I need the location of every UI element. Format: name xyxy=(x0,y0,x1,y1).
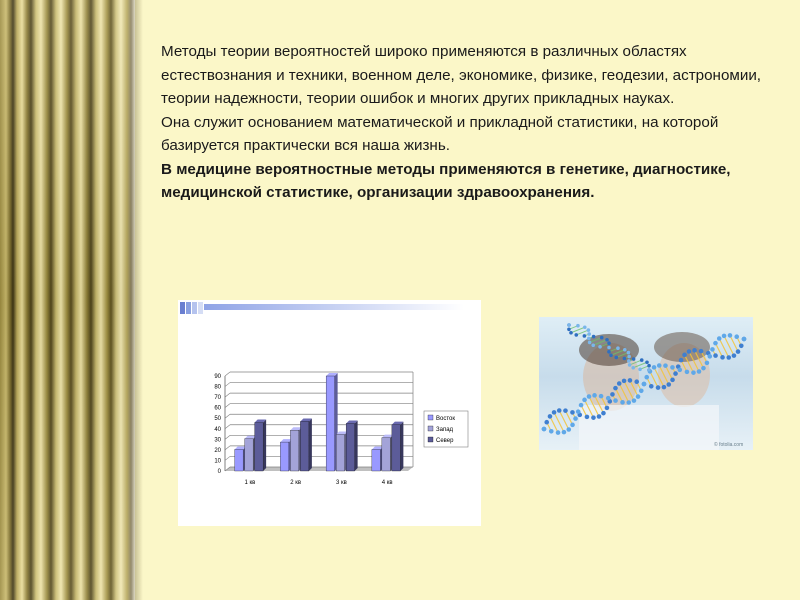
helix-node xyxy=(601,411,606,416)
helix-node xyxy=(697,369,702,374)
helix-node xyxy=(610,392,615,397)
y-tick-label: 40 xyxy=(214,426,221,433)
bar-chart xyxy=(178,300,481,526)
bar xyxy=(300,421,309,471)
grid-diagonal xyxy=(225,372,230,376)
helix-rung xyxy=(576,330,588,335)
helix-node xyxy=(663,363,668,368)
helix-node xyxy=(613,386,618,391)
helix-node xyxy=(552,410,557,415)
legend-label: Север xyxy=(436,438,454,444)
helix-node xyxy=(687,349,692,354)
helix-node xyxy=(657,363,662,368)
helix-node xyxy=(692,348,697,353)
helix-node xyxy=(622,379,627,384)
x-tick-label: 1 кв xyxy=(244,480,256,486)
helix-node xyxy=(573,416,578,421)
legend-label: Запад xyxy=(436,427,454,433)
helix-node xyxy=(632,357,636,361)
helix-node xyxy=(679,358,684,363)
legend-swatch xyxy=(428,437,433,442)
bar xyxy=(255,423,264,471)
helix-node xyxy=(605,338,609,342)
helix-node xyxy=(666,382,671,387)
helix-node xyxy=(549,429,554,434)
helix-node xyxy=(623,348,627,352)
helix-node xyxy=(569,331,573,335)
helix-node xyxy=(587,332,591,336)
helix-node xyxy=(726,355,731,360)
helix-node xyxy=(626,400,631,405)
helix-node xyxy=(576,409,581,414)
y-tick-label: 30 xyxy=(214,437,221,444)
helix-node xyxy=(699,349,704,354)
helix-node xyxy=(592,393,597,398)
helix-node xyxy=(720,355,725,360)
legend-swatch xyxy=(428,415,433,420)
helix-node xyxy=(606,396,611,401)
helix-node xyxy=(562,430,567,435)
helix-node xyxy=(583,334,587,338)
helix-node xyxy=(670,378,675,383)
helix-node xyxy=(574,333,578,337)
bar-side xyxy=(263,420,266,471)
helix-node xyxy=(632,398,637,403)
paragraph-medicine: В медицине вероятностные методы применяются в генетике, диагностике, медицинской статистике, организации здравоохранения. xyxy=(161,160,731,201)
helix-node xyxy=(607,346,611,350)
bar xyxy=(290,430,299,471)
helix-node xyxy=(617,381,622,386)
helix-rung xyxy=(724,336,734,356)
grid-diagonal xyxy=(225,446,230,450)
helix-node xyxy=(645,360,649,364)
bar xyxy=(392,425,401,471)
helix-node xyxy=(587,328,591,332)
helix-node xyxy=(682,353,687,358)
bar xyxy=(235,449,244,471)
helix-node xyxy=(673,371,678,376)
helix-node xyxy=(642,382,647,387)
helix-node xyxy=(627,359,631,363)
grid-diagonal xyxy=(225,456,230,460)
helix-node xyxy=(592,335,596,339)
grid-diagonal xyxy=(225,404,230,408)
legend-label: Восток xyxy=(436,416,455,422)
y-tick-label: 20 xyxy=(214,447,221,454)
helix-node xyxy=(597,414,602,419)
helix-rung xyxy=(554,412,564,432)
helix-node xyxy=(707,354,712,359)
helix-node xyxy=(579,403,584,408)
helix-node xyxy=(585,415,590,420)
helix-node xyxy=(605,406,610,411)
helix-node xyxy=(563,408,568,413)
legend-swatch xyxy=(428,426,433,431)
dna-photo xyxy=(539,317,753,450)
bar xyxy=(346,424,355,472)
paragraph-statistics: Она служит основанием математической и прикладной статистики, на которой базируется практически вся наша жизнь. xyxy=(161,113,719,154)
bar xyxy=(372,449,381,471)
bar xyxy=(245,439,254,471)
lab-coats xyxy=(579,405,719,450)
helix-node xyxy=(613,398,618,403)
chart-header-strip xyxy=(180,302,464,314)
x-tick-label: 4 кв xyxy=(381,480,393,486)
helix-node xyxy=(638,367,642,371)
decorative-border xyxy=(0,0,135,600)
helix-node xyxy=(691,370,696,375)
bar xyxy=(336,434,345,471)
helix-node xyxy=(739,343,744,348)
helix-node xyxy=(591,343,595,347)
helix-node xyxy=(627,355,631,359)
helix-node xyxy=(705,361,710,366)
y-tick-label: 60 xyxy=(214,405,221,412)
helix-node xyxy=(628,378,633,383)
helix-node xyxy=(623,357,627,361)
helix-node xyxy=(736,349,741,354)
bar-chart-panel xyxy=(178,300,481,526)
helix-node xyxy=(591,415,596,420)
helix-node xyxy=(639,388,644,393)
helix-node xyxy=(734,334,739,339)
helix-node xyxy=(588,341,592,345)
grid-diagonal xyxy=(225,383,230,387)
helix-node xyxy=(742,337,747,342)
helix-node xyxy=(647,364,651,368)
helix-node xyxy=(701,366,706,371)
y-tick-label: 90 xyxy=(214,374,221,380)
grid-diagonal xyxy=(225,414,230,418)
helix-node xyxy=(557,408,562,413)
helix-node xyxy=(587,394,592,399)
helix-node xyxy=(542,427,547,432)
helix-node xyxy=(677,368,682,373)
helix-node xyxy=(567,327,571,331)
helix-node xyxy=(634,379,639,384)
x-tick-label: 2 кв xyxy=(290,480,302,486)
helix-node xyxy=(600,336,604,340)
y-tick-label: 50 xyxy=(214,416,221,423)
slide-text xyxy=(161,40,776,205)
helix-node xyxy=(548,414,553,419)
helix-node xyxy=(717,336,722,341)
helix-node xyxy=(713,341,718,346)
grid-diagonal xyxy=(225,425,230,429)
helix-node xyxy=(567,323,571,327)
helix-node xyxy=(732,353,737,358)
helix-node xyxy=(722,334,727,339)
helix-node xyxy=(656,385,661,390)
y-tick-label: 10 xyxy=(214,458,221,465)
helix-node xyxy=(556,430,561,435)
person-hair-right xyxy=(654,332,710,362)
helix-node xyxy=(599,394,604,399)
bar xyxy=(326,376,335,471)
helix-node xyxy=(652,365,657,370)
helix-node xyxy=(710,347,715,352)
bar-side xyxy=(400,422,403,471)
helix-node xyxy=(636,394,641,399)
helix-node xyxy=(649,384,654,389)
helix-node xyxy=(616,346,620,350)
helix-node xyxy=(614,356,618,360)
bar xyxy=(280,442,289,471)
helix-node xyxy=(670,365,675,370)
bar xyxy=(382,438,391,471)
helix-node xyxy=(620,400,625,405)
helix-node xyxy=(627,351,631,355)
helix-node xyxy=(607,341,611,345)
helix-node xyxy=(576,324,580,328)
helix-node xyxy=(598,345,602,349)
helix-node xyxy=(685,370,690,375)
y-tick-label: 80 xyxy=(214,384,221,391)
y-tick-label: 0 xyxy=(217,469,221,475)
paragraph-applications: Методы теории вероятностей широко применяются в различных областях естествознания и техники, военном деле, экономике, физике, геодезии, астрономии, теории надежности, теории ошибок и многих других прикладных науках. xyxy=(161,43,762,107)
helix-node xyxy=(728,333,733,338)
helix-node xyxy=(583,325,587,329)
bar-side xyxy=(309,418,312,471)
helix-node xyxy=(640,358,644,362)
helix-node xyxy=(607,350,611,354)
helix-node xyxy=(544,420,549,425)
helix-node xyxy=(631,366,635,370)
helix-node xyxy=(609,353,613,357)
border-shadow xyxy=(135,0,143,600)
helix-node xyxy=(587,337,591,341)
helix-node xyxy=(566,427,571,432)
helix-node xyxy=(570,423,575,428)
helix-node xyxy=(662,385,667,390)
grid-diagonal xyxy=(225,435,230,439)
helix-node xyxy=(582,398,587,403)
photo-credit: © fotolia.com xyxy=(714,442,744,448)
helix-node xyxy=(644,375,649,380)
helix-node xyxy=(570,410,575,415)
y-tick-label: 70 xyxy=(214,395,221,402)
grid-diagonal xyxy=(225,393,230,397)
helix-node xyxy=(647,368,651,372)
helix-node xyxy=(713,353,718,358)
x-tick-label: 3 кв xyxy=(335,480,347,486)
helix-node xyxy=(628,363,632,367)
bar-side xyxy=(355,421,358,472)
